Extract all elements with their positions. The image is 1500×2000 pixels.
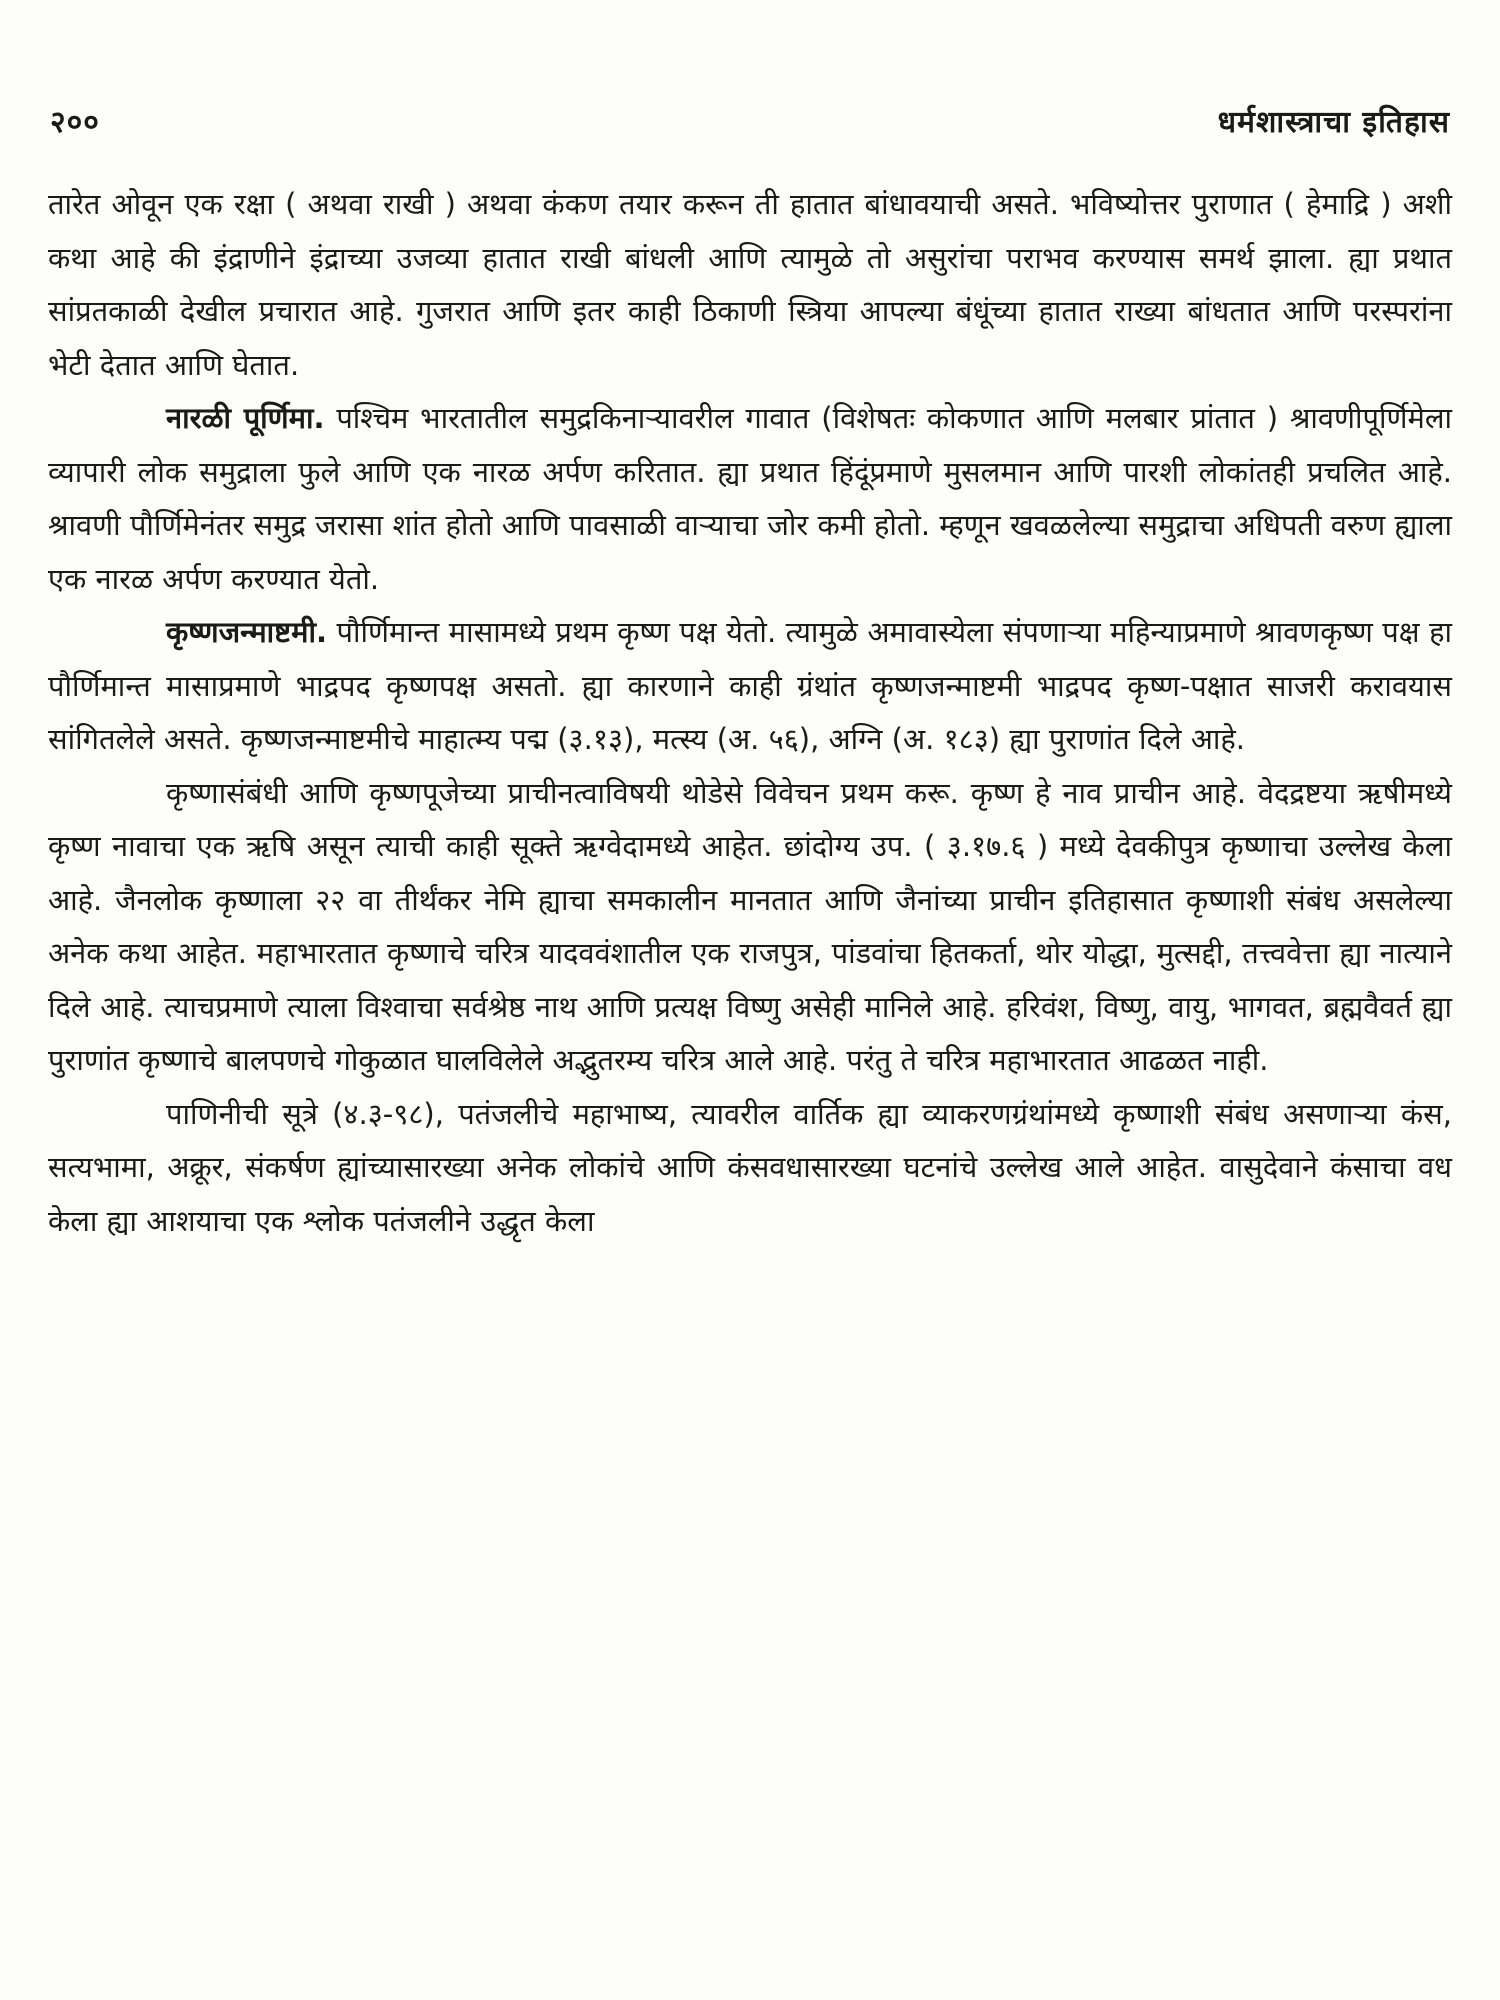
paragraph-panini [48, 1088, 1452, 1249]
book-title: धर्मशास्त्राचा इतिहास [1217, 105, 1450, 140]
paragraph-text: पौर्णिमान्त मासामध्ये प्रथम कृष्ण पक्ष येतो. त्यामुळे अमावास्येला संपणाऱ्या महिन्याप्रमाणे श्रावणकृष्ण पक्ष हा पौर्णिमान्त मासाप्रमाणे भाद्रपद कृष्णपक्ष असतो. ह्या कारणाने काही ग्रंथांत कृष्णजन्माष्टमी भाद्रपद कृष्ण-पक्षात साजरी करावयास सांगितलेले असते. कृष्णजन्माष्टमीचे माहात्म्य पद्म (३.१३), मत्स्य (अ. ५६), अग्नि (अ. १८३) ह्या पुराणांत दिले आहे. [48, 615, 1452, 756]
paragraph-krishna-antiquity [48, 767, 1452, 1088]
body-text [48, 178, 1452, 1248]
paragraph-heading: नारळी पूर्णिमा. [166, 401, 325, 435]
paragraph-text: तारेत ओवून एक रक्षा ( अथवा राखी ) अथवा कंकण तयार करून ती हातात बांधावयाची असते. भविष्योत्तर पुराणात ( हेमाद्रि ) अशी कथा आहे की इंद्राणीने इंद्राच्या उजव्या हातात राखी बांधली आणि त्यामुळे तो असुरांचा पराभव करण्यास समर्थ झाला. ह्या प्रथात सांप्रतकाळी देखील प्रचारात आहे. गुजरात आणि इतर काही ठिकाणी स्त्रिया आपल्या बंधूंच्या हातात राख्या बांधतात आणि परस्परांना भेटी देतात आणि घेतात. [48, 187, 1452, 382]
paragraph-krishna-janmashtami [48, 606, 1452, 767]
paragraph-text: कृष्णासंबंधी आणि कृष्णपूजेच्या प्राचीनत्वाविषयी थोडेसे विवेचन प्रथम करू. कृष्ण हे नाव प्राचीन आहे. वेदद्रष्टया ऋषीमध्ये कृष्ण नावाचा एक ऋषि असून त्याची काही सूक्ते ऋग्वेदामध्ये आहेत. छांदोग्य उप. ( ३.१७.६ ) मध्ये देवकीपुत्र कृष्णाचा उल्लेख केला आहे. जैनलोक कृष्णाला २२ वा तीर्थंकर नेमि ह्याचा समकालीन मानतात आणि जैनांच्या प्राचीन इतिहासात कृष्णाशी संबंध असलेल्या अनेक कथा आहेत. महाभारतात कृष्णाचे चरित्र यादववंशातील एक राजपुत्र, पांडवांचा हितकर्ता, थोर योद्धा, मुत्सद्दी, तत्त्ववेत्ता ह्या नात्याने दिले आहे. त्याचप्रमाणे त्याला विश्वाचा सर्वश्रेष्ठ नाथ आणि प्रत्यक्ष विष्णु असेही मानिले आहे. हरिवंश, विष्णु, वायु, भागवत, ब्रह्मवैवर्त ह्या पुराणांत कृष्णाचे बालपणचे गोकुळात घालविलेले अद्भुतरम्य चरित्र आले आहे. परंतु ते चरित्र महाभारतात आढळत नाही. [48, 775, 1452, 1077]
paragraph-text: पाणिनीची सूत्रे (४.३-९८), पतंजलीचे महाभाष्य, त्यावरील वार्तिक ह्या व्याकरणग्रंथांमध्ये कृष्णाशी संबंध असणाऱ्या कंस, सत्यभामा, अक्रूर, संकर्षण ह्यांच्यासारख्या अनेक लोकांचे आणि कंसवधासारख्या घटनांचे उल्लेख आले आहेत. वासुदेवाने कंसाचा वध केला ह्या आशयाचा एक श्लोक पतंजलीने उद्धृत केला [48, 1096, 1452, 1238]
paragraph-rakhi [48, 178, 1452, 392]
running-head [48, 100, 1452, 156]
paragraph-narali-purnima [48, 392, 1452, 606]
paragraph-text: पश्चिम भारतातील समुद्रकिनाऱ्यावरील गावात (विशेषतः कोकणात आणि मलबार प्रांतात ) श्रावणीपूर्णिमेला व्यापारी लोक समुद्राला फुले आणि एक नारळ अर्पण करितात. ह्या प्रथात हिंदूंप्रमाणे मुसलमान आणि पारशी लोकांतही प्रचलित आहे. श्रावणी पौर्णिमेनंतर समुद्र जरासा शांत होतो आणि पावसाळी वाऱ्याचा जोर कमी होतो. म्हणून खवळलेल्या समुद्राचा अधिपती वरुण ह्याला एक नारळ अर्पण करण्यात येतो. [48, 401, 1452, 596]
page-number: २०० [50, 105, 100, 140]
paragraph-heading: कृष्णजन्माष्टमी. [166, 615, 327, 649]
